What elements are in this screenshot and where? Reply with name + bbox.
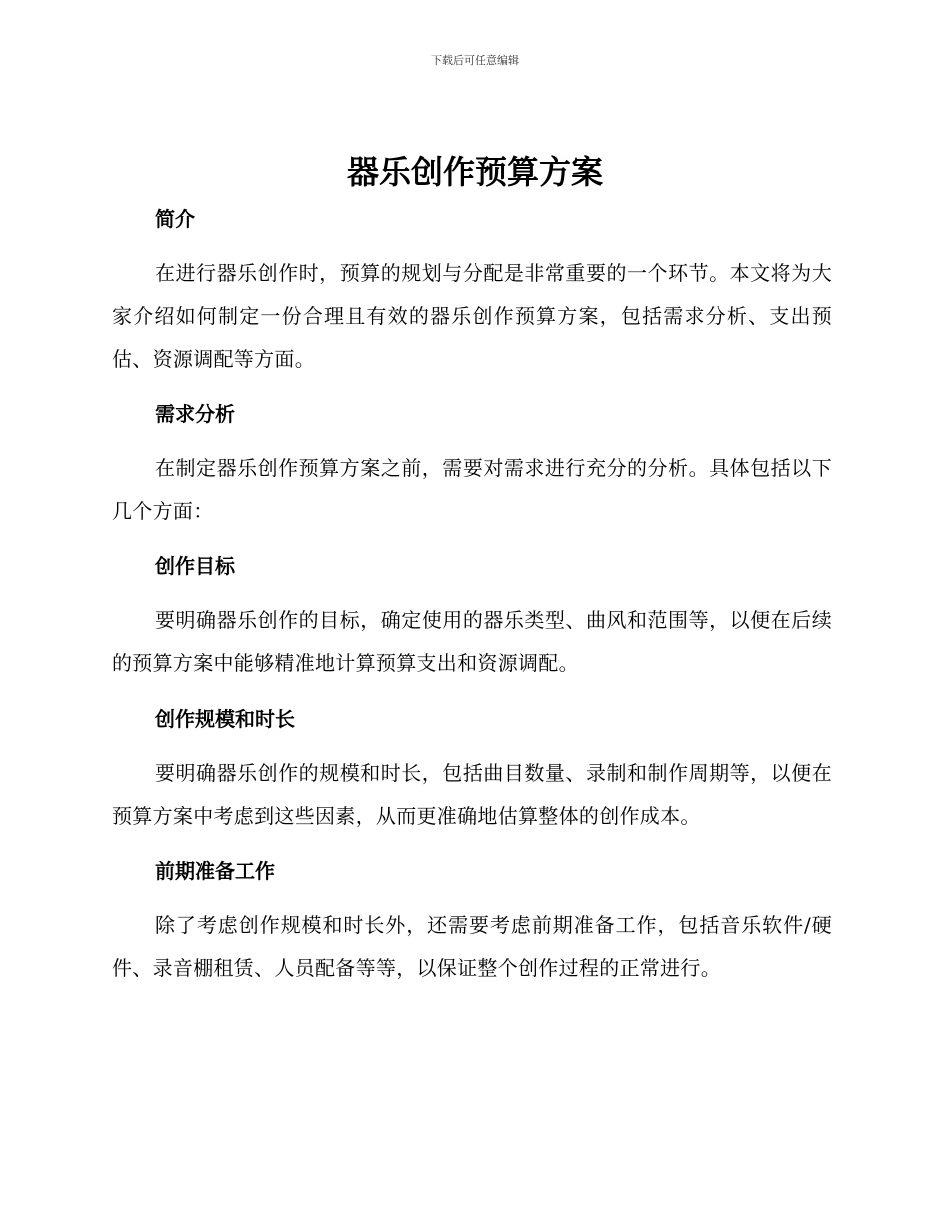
section-heading-scale-duration: 创作规模和时长 — [155, 707, 295, 731]
section-paragraph-preparation: 除了考虑创作规模和时长外，还需要考虑前期准备工作，包括音乐软件/硬件、录音棚租赁、人员配备等等，以保证整个创作过程的正常进行。 — [112, 913, 832, 980]
page-header: 下载后可任意编辑 — [431, 54, 519, 67]
section-paragraph-needs-analysis: 在制定器乐创作预算方案之前，需要对需求进行充分的分析。具体包括以下几个方面： — [112, 456, 832, 523]
section-paragraph-scale-duration: 要明确器乐创作的规模和时长，包括曲目数量、录制和制作周期等，以便在预算方案中考虑到这些因素，从而更准确地估算整体的创作成本。 — [112, 761, 832, 828]
section-heading-intro: 简介 — [155, 207, 195, 231]
section-paragraph-intro: 在进行器乐创作时，预算的规划与分配是非常重要的一个环节。本文将为大家介绍如何制定一份合理且有效的器乐创作预算方案，包括需求分析、支出预估、资源调配等方面。 — [112, 261, 832, 371]
section-heading-needs-analysis: 需求分析 — [155, 402, 235, 426]
section-heading-creative-goals: 创作目标 — [155, 554, 235, 578]
section-heading-preparation: 前期准备工作 — [155, 859, 275, 883]
document-title: 器乐创作预算方案 — [346, 153, 603, 191]
section-paragraph-creative-goals: 要明确器乐创作的目标，确定使用的器乐类型、曲风和范围等，以便在后续的预算方案中能够精准地计算预算支出和资源调配。 — [112, 608, 832, 675]
